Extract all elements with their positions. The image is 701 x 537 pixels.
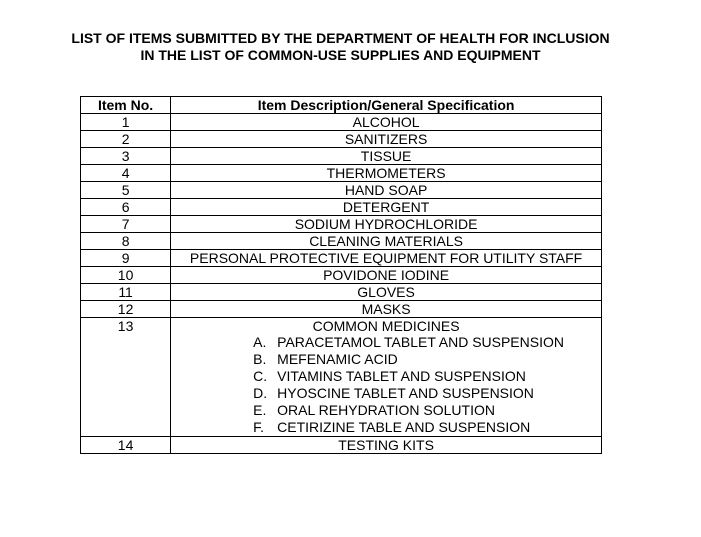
item-number: 12 [81,301,171,318]
item-number: 6 [81,199,171,216]
medicine-item [253,334,601,351]
table-header-row [81,97,602,114]
item-description: POVIDONE IODINE [171,267,602,284]
medicine-item [253,368,601,385]
medicine-item [253,402,601,419]
header-item-no: Item No. [81,97,171,114]
document-title-line-2: IN THE LIST OF COMMON-USE SUPPLIES AND EQUIPMENT [140,47,541,63]
document-title-line-1: LIST OF ITEMS SUBMITTED BY THE DEPARTMENT OF HEALTH FOR INCLUSION [71,30,610,46]
medicine-name: CETIRIZINE TABLE AND SUSPENSION [277,419,531,435]
item-number: 8 [81,233,171,250]
table-row [81,233,602,250]
medicine-name: MEFENAMIC ACID [277,351,398,367]
table-row [81,165,602,182]
medicine-name: PARACETAMOL TABLET AND SUSPENSION [277,334,564,350]
common-medicines-heading: COMMON MEDICINES [312,318,460,334]
table-row [81,267,602,284]
item-description: TESTING KITS [171,437,602,454]
medicine-name: VITAMINS TABLET AND SUSPENSION [277,368,526,384]
table-row [81,301,602,318]
item-description: SODIUM HYDROCHLORIDE [171,216,602,233]
item-number: 9 [81,250,171,267]
table-row [81,284,602,301]
list-marker: C. [253,368,268,384]
table-row [81,250,602,267]
items-table [80,96,602,454]
item-number: 1 [81,114,171,131]
table-row-common-medicines [81,318,602,437]
table-row [81,131,602,148]
table-row [81,114,602,131]
medicine-name: ORAL REHYDRATION SOLUTION [277,402,495,418]
table-row [81,216,602,233]
table-row [81,182,602,199]
item-description: THERMOMETERS [171,165,602,182]
item-number: 10 [81,267,171,284]
medicine-item [253,385,601,402]
item-description: PERSONAL PROTECTIVE EQUIPMENT FOR UTILITY STAFF [171,250,602,267]
item-description-common-medicines [171,318,602,437]
item-description: HAND SOAP [171,182,602,199]
table-row [81,437,602,454]
list-marker: B. [253,351,267,367]
medicines-sublist [171,334,601,436]
item-description: GLOVES [171,284,602,301]
item-description: SANITIZERS [171,131,602,148]
list-marker: F. [253,419,265,435]
medicine-item [253,351,601,368]
header-description: Item Description/General Specification [171,97,602,114]
item-description: CLEANING MATERIALS [171,233,602,250]
item-description: TISSUE [171,148,602,165]
item-number: 2 [81,131,171,148]
list-marker: E. [253,402,267,418]
medicine-name: HYOSCINE TABLET AND SUSPENSION [277,385,534,401]
medicine-item [253,419,601,436]
item-number: 13 [81,318,171,437]
item-number: 11 [81,284,171,301]
item-number: 5 [81,182,171,199]
item-number: 4 [81,165,171,182]
item-number: 14 [81,437,171,454]
item-description: MASKS [171,301,602,318]
item-number: 7 [81,216,171,233]
list-marker: D. [253,385,268,401]
table-row [81,199,602,216]
item-number: 3 [81,148,171,165]
item-description: DETERGENT [171,199,602,216]
list-marker: A. [253,334,267,350]
item-description: ALCOHOL [171,114,602,131]
table-row [81,148,602,165]
